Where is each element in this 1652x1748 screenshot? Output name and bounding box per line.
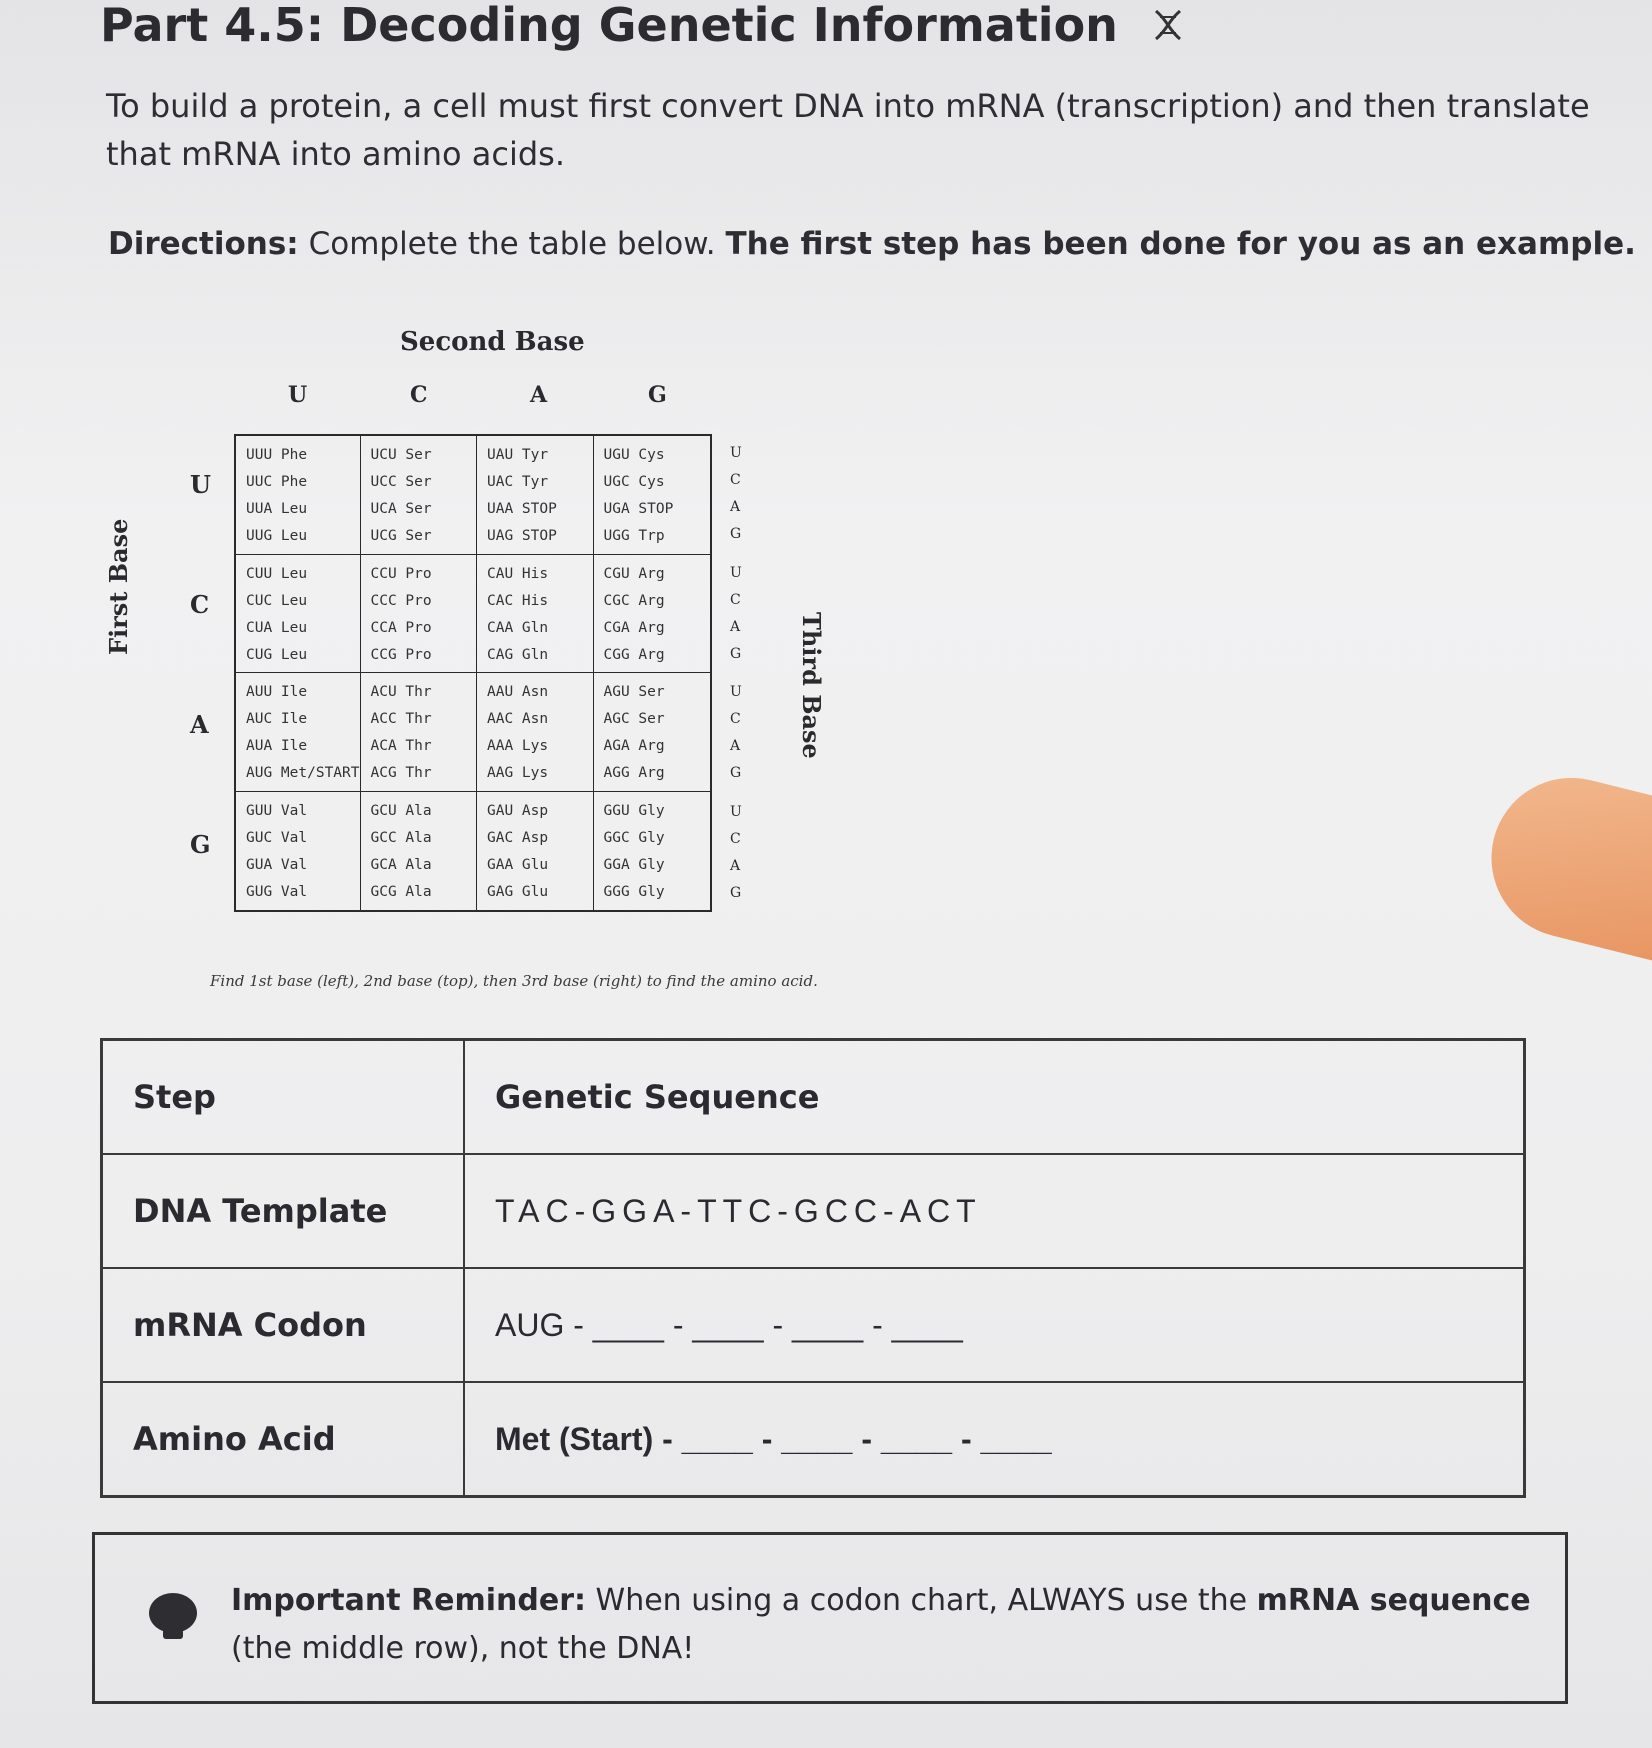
codon-entry: UAG STOP bbox=[487, 528, 557, 544]
codon-chart bbox=[234, 434, 712, 912]
reminder-label: Important Reminder: bbox=[231, 1583, 586, 1618]
column-header-a: A bbox=[530, 382, 548, 408]
codon-block bbox=[477, 555, 594, 674]
codon-entry: GGC Gly bbox=[603, 829, 665, 846]
third-base-group bbox=[730, 440, 750, 560]
third-base-letter: U bbox=[730, 445, 742, 461]
reminder-text-1: When using a codon chart, ALWAYS use the bbox=[595, 1583, 1248, 1618]
codon-entry: CAA Gln bbox=[487, 619, 549, 636]
directions-label: Directions: bbox=[108, 226, 299, 262]
codon-entry: UCU Ser bbox=[370, 447, 432, 463]
reminder-box bbox=[92, 1532, 1568, 1704]
codon-entry: CGA Arg bbox=[603, 619, 665, 636]
codon-entry: UGC Cys bbox=[603, 474, 665, 490]
codon-entry: UUU Phe bbox=[246, 447, 308, 463]
codon-block bbox=[594, 792, 711, 911]
codon-entry: AAG Lys bbox=[487, 765, 549, 781]
third-base-letter: U bbox=[730, 684, 742, 700]
third-base-letter: G bbox=[730, 765, 742, 781]
third-base-letter: C bbox=[730, 711, 741, 727]
codon-entry: AUC Ile bbox=[246, 711, 308, 727]
header-step: Step bbox=[102, 1040, 465, 1155]
codon-entry: CGU Arg bbox=[603, 565, 665, 582]
dna-icon bbox=[1148, 2, 1188, 56]
row-label-mrna: mRNA Codon bbox=[102, 1268, 465, 1382]
codon-entry: GAC Asp bbox=[487, 829, 549, 846]
codon-block bbox=[477, 792, 594, 911]
third-base-letter: A bbox=[730, 857, 741, 874]
header-sequence: Genetic Sequence bbox=[464, 1040, 1525, 1155]
second-base-label: Second Base bbox=[400, 327, 585, 357]
codon-entry: UAU Tyr bbox=[487, 447, 549, 463]
codon-entry: UGG Trp bbox=[603, 528, 665, 544]
codon-entry: GCG Ala bbox=[370, 883, 432, 900]
codon-entry: UGU Cys bbox=[603, 447, 665, 463]
codon-entry: UCG Ser bbox=[370, 528, 432, 544]
codon-entry: GAU Asp bbox=[487, 802, 549, 819]
third-base-group bbox=[730, 679, 750, 799]
codon-entry: CGC Arg bbox=[603, 592, 665, 609]
codon-entry: GUG Val bbox=[246, 883, 308, 900]
row-header-g: G bbox=[190, 830, 211, 859]
codon-entry: UAC Tyr bbox=[487, 474, 549, 490]
third-base-letter: G bbox=[730, 526, 742, 542]
codon-entry: CUA Leu bbox=[246, 619, 308, 636]
codon-entry: AAU Asn bbox=[487, 684, 549, 700]
codon-block bbox=[236, 436, 361, 555]
codon-entry: UUG Leu bbox=[246, 528, 308, 544]
codon-entry: AUU Ile bbox=[246, 684, 308, 700]
row-label-amino-acid: Amino Acid bbox=[102, 1382, 465, 1497]
codon-entry: UUC Phe bbox=[246, 474, 308, 490]
page-title-text: Part 4.5: Decoding Genetic Information bbox=[100, 0, 1118, 52]
directions-emphasis: The first step has been done for you as an example. bbox=[725, 226, 1636, 262]
codon-entry: GUC Val bbox=[246, 829, 308, 846]
mrna-codon-sequence[interactable]: AUG - ____ - ____ - ____ - ____ bbox=[464, 1268, 1525, 1382]
table-row bbox=[102, 1154, 1525, 1268]
codon-block bbox=[236, 673, 361, 792]
chart-caption: Find 1st base (left), 2nd base (top), then 3rd base (right) to find the amino acid. bbox=[210, 972, 818, 990]
third-base-label: Third Base bbox=[797, 612, 826, 759]
codon-entry: AGG Arg bbox=[603, 765, 665, 781]
third-base-letter: G bbox=[730, 884, 742, 901]
codon-entry: AGA Arg bbox=[603, 738, 665, 754]
dna-template-sequence: TAC-GGA-TTC-GCC-ACT bbox=[464, 1154, 1525, 1268]
amino-acid-sequence[interactable]: Met (Start) - ____ - ____ - ____ - ____ bbox=[464, 1382, 1525, 1497]
codon-block bbox=[361, 792, 478, 911]
intro-paragraph: To build a protein, a cell must first convert DNA into mRNA (transcription) and then translate that mRNA into amino acids. bbox=[106, 87, 1590, 173]
codon-entry: AUG Met/START bbox=[246, 765, 360, 781]
page-title bbox=[100, 0, 1188, 56]
row-header-c: C bbox=[190, 590, 210, 619]
codon-block bbox=[236, 555, 361, 674]
reminder-text bbox=[231, 1577, 1531, 1673]
codon-entry: GUA Val bbox=[246, 856, 308, 873]
first-base-label: First Base bbox=[104, 518, 133, 655]
codon-entry: CAC His bbox=[487, 592, 549, 609]
codon-block bbox=[594, 436, 711, 555]
codon-entry: CGG Arg bbox=[603, 646, 665, 663]
codon-entry: CCA Pro bbox=[370, 619, 432, 636]
codon-entry: GCA Ala bbox=[370, 856, 432, 873]
codon-entry: CAG Gln bbox=[487, 646, 549, 663]
codon-block bbox=[477, 436, 594, 555]
third-base-letter: A bbox=[730, 618, 741, 635]
codon-entry: GGA Gly bbox=[603, 856, 665, 873]
codon-entry: GUU Val bbox=[246, 802, 308, 819]
codon-entry: GGG Gly bbox=[603, 883, 665, 900]
codon-entry: GGU Gly bbox=[603, 802, 665, 819]
codon-entry: ACG Thr bbox=[370, 765, 432, 781]
third-base-letter: U bbox=[730, 564, 742, 581]
third-base-group bbox=[730, 799, 750, 919]
codon-entry: AGC Ser bbox=[603, 711, 665, 727]
codon-block bbox=[594, 555, 711, 674]
codon-entry: CUG Leu bbox=[246, 646, 308, 663]
codon-entry: ACA Thr bbox=[370, 738, 432, 754]
directions bbox=[108, 226, 1636, 262]
third-base-letter: A bbox=[730, 499, 741, 515]
reminder-text-2: (the middle row), not the DNA! bbox=[231, 1631, 695, 1666]
codon-block bbox=[477, 673, 594, 792]
row-header-u: U bbox=[190, 470, 211, 499]
finger-photo-detail bbox=[1475, 761, 1652, 979]
codon-entry: UCC Ser bbox=[370, 474, 432, 490]
third-base-letter: G bbox=[730, 645, 742, 662]
third-base-letter: U bbox=[730, 803, 742, 820]
codon-entry: UAA STOP bbox=[487, 501, 557, 517]
column-header-u: U bbox=[288, 382, 308, 408]
codon-block bbox=[361, 673, 478, 792]
codon-block bbox=[594, 673, 711, 792]
table-header-row bbox=[102, 1040, 1525, 1155]
column-header-g: G bbox=[648, 382, 667, 408]
third-base-group bbox=[730, 560, 750, 680]
third-base-letter: C bbox=[730, 830, 741, 847]
row-header-a: A bbox=[190, 710, 209, 739]
third-base-letter: C bbox=[730, 472, 741, 488]
directions-text: Complete the table below. bbox=[308, 226, 716, 262]
genetic-sequence-table bbox=[100, 1038, 1526, 1498]
codon-entry: CCG Pro bbox=[370, 646, 432, 663]
codon-block bbox=[361, 555, 478, 674]
codon-entry: UUA Leu bbox=[246, 501, 308, 517]
table-row bbox=[102, 1268, 1525, 1382]
codon-block bbox=[236, 792, 361, 911]
codon-entry: GAA Glu bbox=[487, 856, 549, 873]
codon-entry: GCC Ala bbox=[370, 829, 432, 846]
codon-entry: ACU Thr bbox=[370, 684, 432, 700]
codon-block bbox=[361, 436, 478, 555]
codon-entry: CAU His bbox=[487, 565, 549, 582]
reminder-emphasis: mRNA sequence bbox=[1256, 1583, 1531, 1618]
row-label-dna: DNA Template bbox=[102, 1154, 465, 1268]
codon-entry: AGU Ser bbox=[603, 684, 665, 700]
third-base-letter: A bbox=[730, 738, 741, 754]
codon-entry: ACC Thr bbox=[370, 711, 432, 727]
codon-entry: CCC Pro bbox=[370, 592, 432, 609]
codon-entry: GAG Glu bbox=[487, 883, 549, 900]
third-base-letter: C bbox=[730, 591, 741, 608]
codon-entry: AAC Asn bbox=[487, 711, 549, 727]
third-base-column bbox=[730, 440, 750, 918]
codon-entry: GCU Ala bbox=[370, 802, 432, 819]
codon-entry: UCA Ser bbox=[370, 501, 432, 517]
codon-entry: UGA STOP bbox=[603, 501, 674, 517]
table-row bbox=[102, 1382, 1525, 1497]
lightbulb-icon bbox=[143, 1589, 203, 1653]
column-header-c: C bbox=[410, 382, 428, 408]
codon-entry: CUC Leu bbox=[246, 592, 308, 609]
codon-entry: CCU Pro bbox=[370, 565, 432, 582]
codon-entry: CUU Leu bbox=[246, 565, 308, 582]
codon-entry: AAA Lys bbox=[487, 738, 549, 754]
codon-entry: AUA Ile bbox=[246, 738, 308, 754]
